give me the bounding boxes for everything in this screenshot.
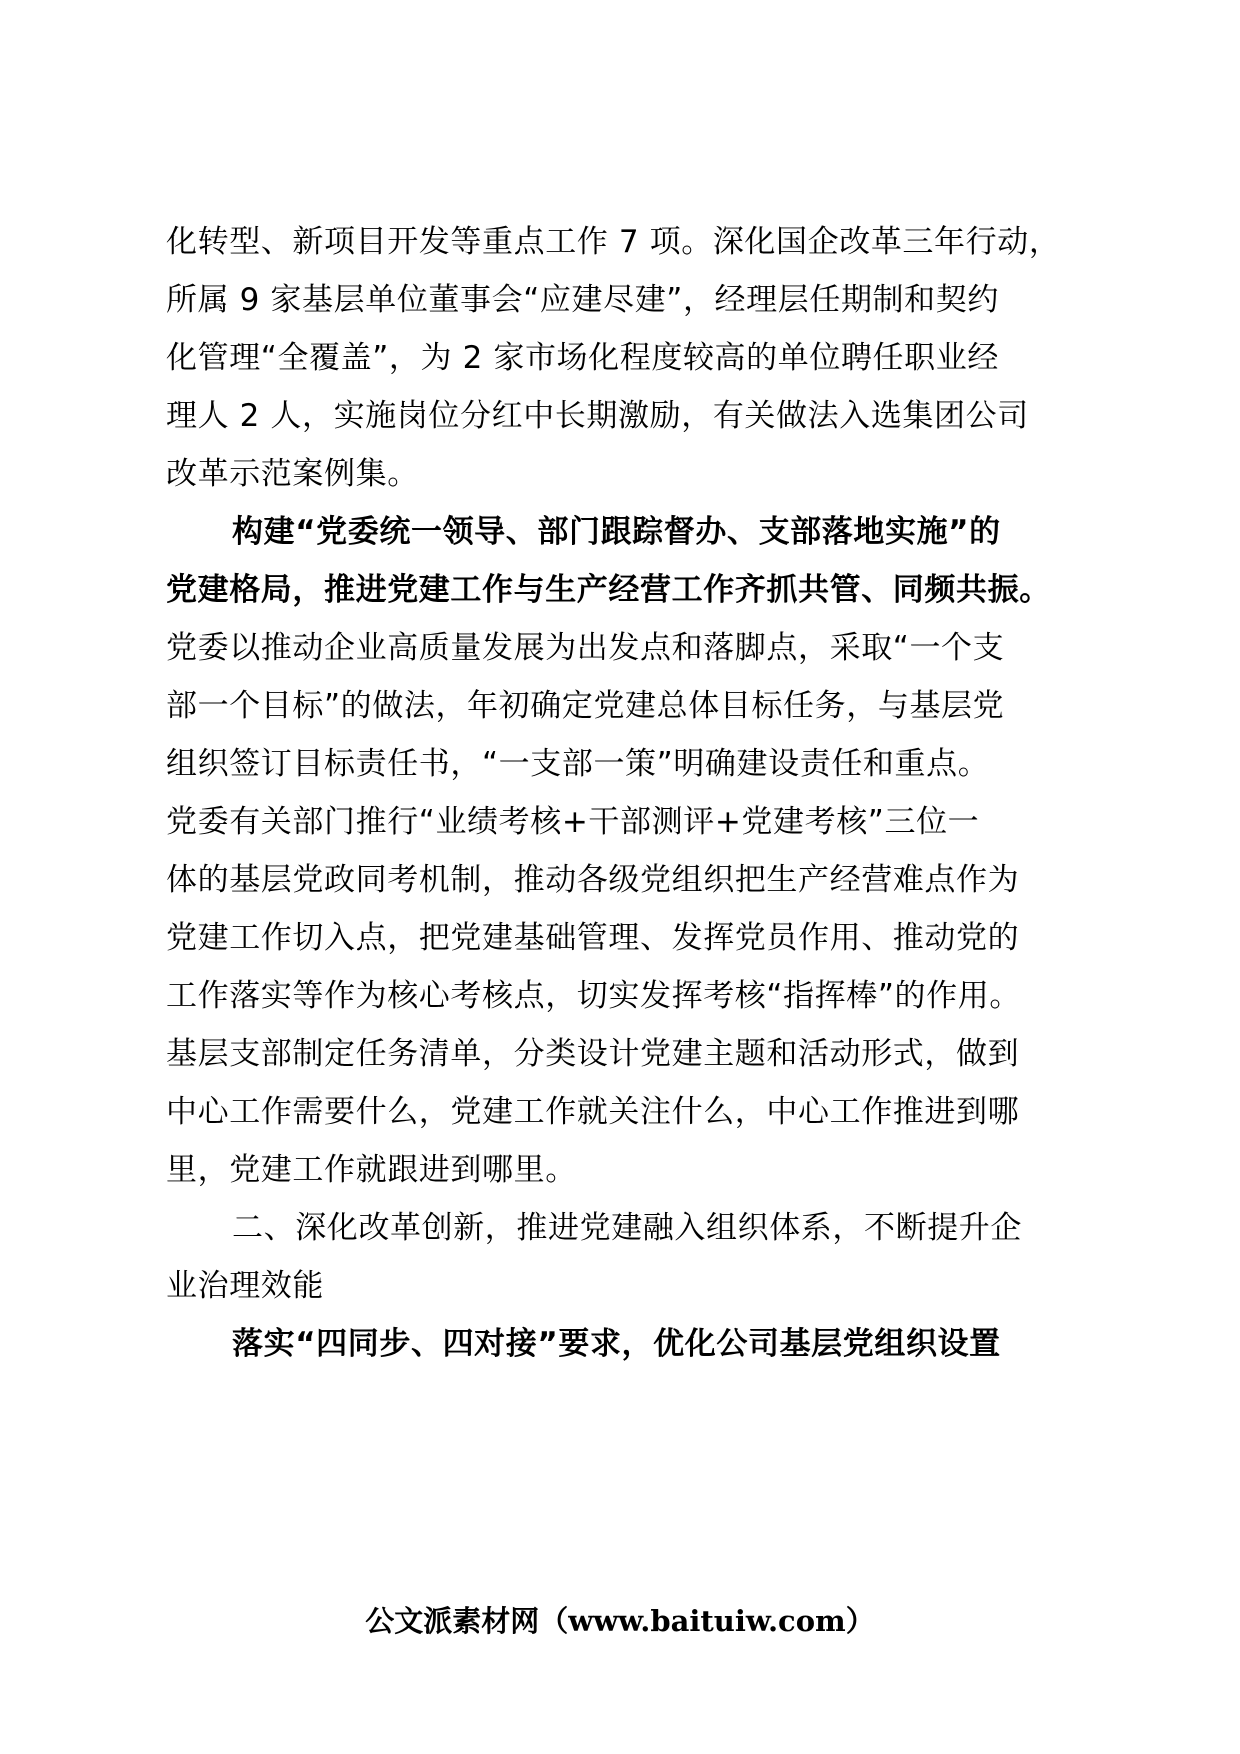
- bold-heading-line: 落实“四同步、四对接”要求，优化公司基层党组织设置: [232, 1326, 1001, 1362]
- body-line: 化管理“全覆盖”，为 2 家市场化程度较高的单位聘任职业经: [166, 340, 999, 376]
- body-line: 党委有关部门推行“业绩考核+干部测评+党建考核”三位一: [166, 804, 980, 840]
- body-line: 基层支部制定任务清单，分类设计党建主题和活动形式，做到: [166, 1036, 1020, 1072]
- body-line: 党建工作切入点，把党建基础管理、发挥党员作用、推动党的: [166, 920, 1020, 956]
- body-line: 化转型、新项目开发等重点工作 7 项。深化国企改革三年行动，: [166, 224, 1061, 260]
- body-line: 组织签订目标责任书，“一支部一策”明确建设责任和重点。: [166, 746, 990, 782]
- body-line: 体的基层党政同考机制，推动各级党组织把生产经营难点作为: [166, 862, 1020, 898]
- body-line: 中心工作需要什么，党建工作就关注什么，中心工作推进到哪: [166, 1094, 1020, 1130]
- body-line: 部一个目标”的做法，年初确定党建总体目标任务，与基层党: [166, 688, 1005, 724]
- section-heading-line: 二、深化改革创新，推进党建融入组织体系，不断提升企: [232, 1210, 1022, 1246]
- body-line: 工作落实等作为核心考核点，切实发挥考核“指挥棒”的作用。: [166, 978, 1021, 1014]
- bold-heading-line: 构建“党委统一领导、部门跟踪督办、支部落地实施”的: [232, 514, 1001, 550]
- bold-heading-line: 党建格局，推进党建工作与生产经营工作齐抓共管、同频共振。: [166, 572, 1051, 608]
- body-line: 党委以推动企业高质量发展为出发点和落脚点，采取“一个支: [166, 630, 1005, 666]
- body-line: 里，党建工作就跟进到哪里。: [166, 1152, 577, 1188]
- footer-watermark-text: 公文派素材网（www.baituiw.com）: [365, 1604, 875, 1638]
- body-line: 所属 9 家基层单位董事会“应建尽建”，经理层任期制和契约: [166, 282, 999, 318]
- section-heading-line: 业治理效能: [166, 1268, 324, 1304]
- body-line: 理人 2 人，实施岗位分红中长期激励，有关做法入选集团公司: [166, 398, 1029, 434]
- body-line: 改革示范案例集。: [166, 456, 419, 492]
